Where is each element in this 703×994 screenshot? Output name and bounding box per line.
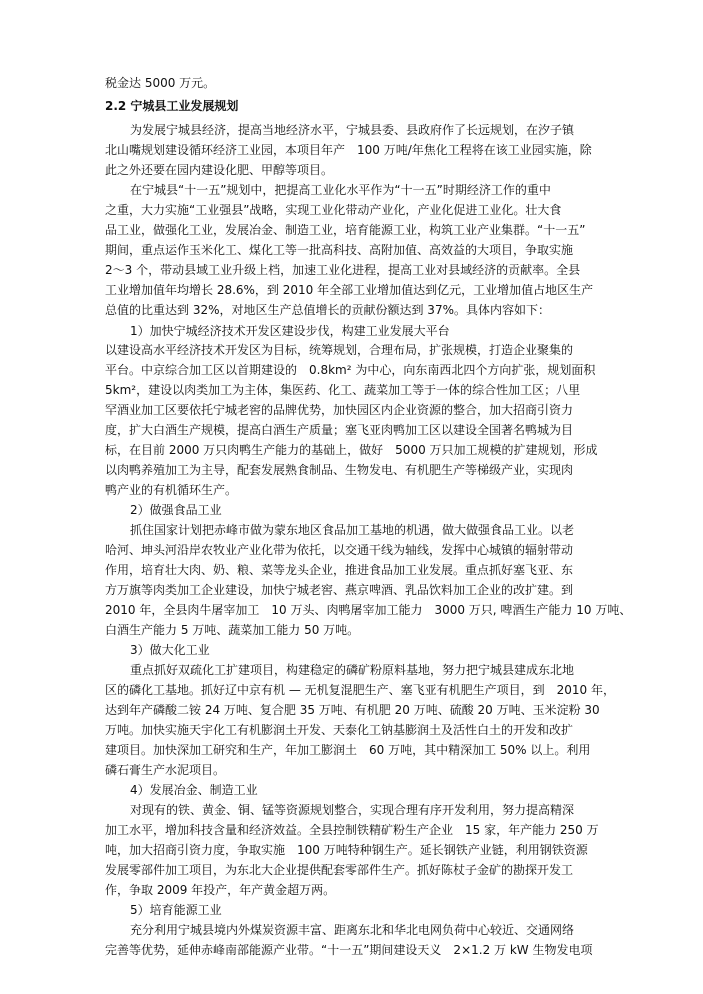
subheading: 5）培育能源工业 [130, 903, 222, 917]
paragraph-line: 度，扩大白酒生产规模，提高白酒生产质量；塞飞亚肉鸭加工区以建设全国著名鸭城为目 [105, 423, 574, 437]
paragraph-line: 吨，加大招商引资力度，争取实施 100 万吨特种钢生产。延长钢铁产业链，利用钢铁资源 [105, 843, 588, 857]
text-line: 税金达 5000 万元。 [105, 76, 216, 90]
paragraph-line: 抓住国家计划把赤峰市做为蒙东地区食品加工基地的机遇，做大做强食品工业。以老 [130, 523, 575, 537]
paragraph-line: 方万旗等肉类加工企业建设，加快宁城老窖、燕京啤酒、乳品饮料加工企业的改扩建。到 [105, 583, 574, 597]
subheading: 4）发展冶金、制造工业 [130, 783, 258, 797]
subheading: 2）做强食品工业 [130, 503, 222, 517]
paragraph-line: 标，在目前 2000 万只肉鸭生产能力的基础上，做好 5000 万只加工规模的扩建规划，形成 [105, 443, 598, 457]
paragraph-line: 以建设高水平经济技术开发区为目标，统筹规划，合理布局，扩张规模，打造企业聚集的 [105, 343, 574, 357]
paragraph-line: 完善等优势，延伸赤峰南部能源产业带。“十一五”期间建设天义 2×1.2 万 kW 生物发电项 [105, 943, 593, 957]
paragraph-line: 哈河、坤头河沿岸农牧业产业化带为依托，以交通干线为轴线，发挥中心城镇的辐射带动 [105, 543, 574, 557]
paragraph-line: 发展零部件加工项目，为东北大企业提供配套零部件生产。抓好陈杖子金矿的勘探开发工 [105, 863, 574, 877]
paragraph-line: 2～3 个，带动县域工业升级上档，加速工业化进程，提高工业对县域经济的贡献率。全县 [105, 263, 581, 277]
paragraph-line: 罕酒业加工区要依托宁城老窖的品牌优势，加快园区内企业资源的整合，加大招商引资力 [105, 403, 574, 417]
paragraph-line: 5km²，建设以肉类加工为主体，集医药、化工、蔬菜加工等于一体的综合性加工区；八里 [105, 383, 581, 397]
paragraph-line: 充分利用宁城县境内外煤炭资源丰富、距离东北和华北电网负荷中心较近、交通网络 [130, 923, 575, 937]
paragraph-line: 之重，大力实施“工业强县”战略，实现工业化带动产业化，产业化促进工业化。壮大食 [105, 203, 562, 217]
subheading: 3）做大化工业 [130, 643, 210, 657]
paragraph-line: 建项目。加快深加工研究和生产，年加工膨润土 60 万吨，其中精深加工 50% 以上。利用 [105, 743, 591, 757]
section-heading: 2.2 宁城县工业发展规划 [105, 99, 239, 113]
paragraph-line: 工业增加值年均增长 28.6%，到 2010 年全部工业增加值达到亿元，工业增加值占地区生产 [105, 283, 594, 297]
paragraph-line: 白酒生产能力 5 万吨、蔬菜加工能力 50 万吨。 [105, 623, 360, 637]
paragraph-line: 为发展宁城县经济，提高当地经济水平，宁城县委、县政府作了长远规划，在汐子镇 [130, 123, 575, 137]
paragraph-line: 总值的比重达到 32%，对地区生产总值增长的贡献份额达到 37%。具体内容如下： [105, 303, 550, 317]
paragraph-line: 平台。中京综合加工区以首期建设的 0.8km² 为中心，向东南西北四个方向扩张，规划面积 [105, 363, 596, 377]
paragraph-line: 北山嘴规划建设循环经济工业园，本项目年产 100 万吨/年焦化工程将在该工业园实施，除 [105, 143, 592, 157]
paragraph-line: 万吨。加快实施天宇化工有机膨润土开发、天泰化工钠基膨润土及活性白土的开发和改扩 [105, 723, 574, 737]
subheading: 1）加快宁城经济技术开发区建设步伐，构建工业发展大平台 [130, 324, 450, 338]
paragraph-line: 作，争取 2009 年投产，年产黄金超万两。 [105, 883, 336, 897]
paragraph-line: 2010 年，全县肉牛屠宰加工 10 万头、肉鸭屠宰加工能力 3000 万只, 啤酒生产能力 10 万吨、 [105, 603, 632, 617]
paragraph-line: 以肉鸭养殖加工为主导，配套发展熟食制品、生物发电、有机肥生产等梯级产业，实现肉 [105, 463, 574, 477]
paragraph-line: 期间，重点运作玉米化工、煤化工等一批高科技、高附加值、高效益的大项目，争取实施 [105, 243, 574, 257]
paragraph-line: 此之外还要在园内建设化肥、甲醇等项目。 [105, 163, 334, 177]
paragraph-line: 鸭产业的有机循环生产。 [105, 483, 238, 497]
paragraph-line: 品工业，做强化工业，发展冶金、制造工业，培育能源工业，构筑工业产业集群。“十一五” [105, 223, 586, 237]
paragraph-line: 加工水平，增加科技含量和经济效益。全县控制铁精矿粉生产企业 15 家，年产能力 250 万 [105, 823, 599, 837]
paragraph-line: 达到年产磷酸二铵 24 万吨、复合肥 35 万吨、有机肥 20 万吨、硫酸 20 万吨、玉米淀粉 30 [105, 703, 600, 717]
paragraph-line: 区的磷化工基地。抓好辽中京有机 — 无机复混肥生产、塞飞亚有机肥生产项目，到 2010 年， [105, 683, 615, 697]
paragraph-line: 对现有的铁、黄金、铜、锰等资源规划整合，实现合理有序开发利用，努力提高精深 [130, 803, 575, 817]
paragraph-line: 重点抓好双疏化工扩建项目，构建稳定的磷矿粉原料基地，努力把宁城县建成东北地 [130, 663, 575, 677]
paragraph-line: 磷石膏生产水泥项目。 [105, 763, 226, 777]
paragraph-line: 作用，培育壮大肉、奶、粮、菜等龙头企业，推进食品加工业发展。重点抓好塞飞亚、东 [105, 563, 574, 577]
paragraph-line: 在宁城县“十一五”规划中，把提高工业化水平作为“十一五”时期经济工作的重中 [130, 183, 551, 197]
